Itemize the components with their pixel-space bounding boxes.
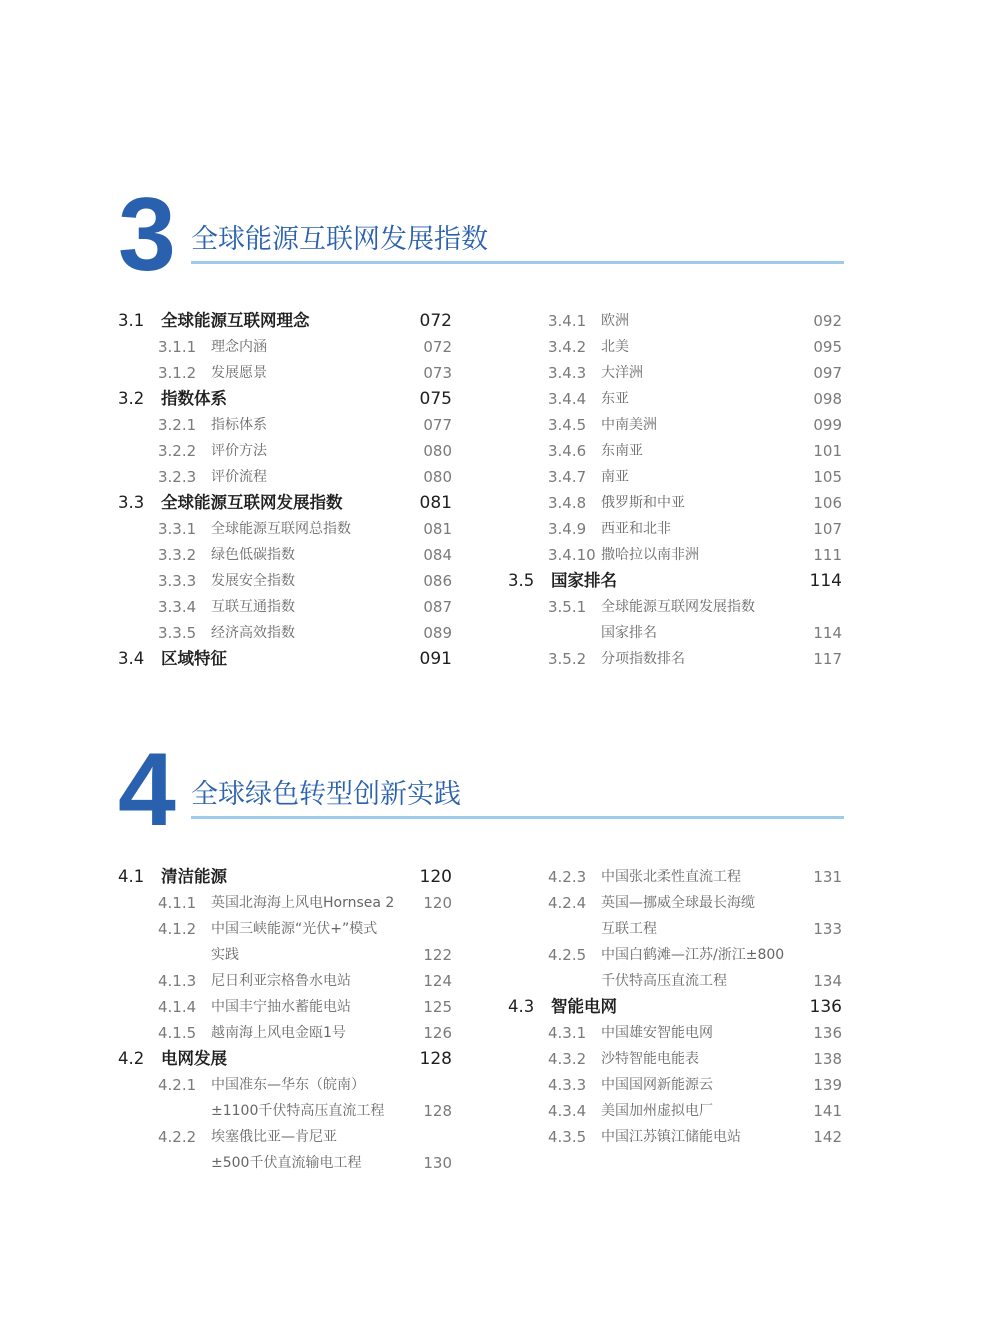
entry-page-number: 136 bbox=[813, 1024, 842, 1042]
chapter-title: 全球绿色转型创新实践 bbox=[191, 779, 461, 810]
entry-page-number: 114 bbox=[809, 571, 842, 591]
entry-title: 英国北海海上风电Hornsea 2 bbox=[211, 895, 395, 911]
entry-number: 3.2 bbox=[118, 389, 145, 408]
entry-title: 东南亚 bbox=[601, 443, 643, 459]
entry-page-number: 086 bbox=[423, 572, 452, 590]
entry-title: 中国江苏镇江储能电站 bbox=[601, 1129, 741, 1145]
entry-page-number: 134 bbox=[813, 972, 842, 990]
entry-title: 全球能源互联网理念 bbox=[161, 311, 310, 330]
title-underline bbox=[191, 261, 844, 264]
entry-title: 中国丰宁抽水蓄能电站 bbox=[211, 999, 351, 1015]
entry-title: 评价流程 bbox=[211, 469, 267, 485]
entry-page-number: 073 bbox=[423, 364, 452, 382]
entry-number: 3.2.1 bbox=[158, 416, 197, 434]
entry-number: 3.5 bbox=[508, 571, 535, 590]
entry-title: 区域特征 bbox=[161, 649, 227, 668]
entry-page-number: 072 bbox=[423, 338, 452, 356]
entry-number: 4.1.3 bbox=[158, 972, 197, 990]
entry-number: 3.4.4 bbox=[548, 390, 587, 408]
title-underline bbox=[191, 816, 844, 819]
entry-number: 3.4.6 bbox=[548, 442, 587, 460]
entry-number: 3.3.4 bbox=[158, 598, 197, 616]
entry-page-number: 091 bbox=[419, 649, 452, 669]
entry-title: 理念内涵 bbox=[211, 339, 267, 355]
entry-title: 中国张北柔性直流工程 bbox=[601, 869, 741, 885]
entry-number: 4.3.4 bbox=[548, 1102, 587, 1120]
entry-page-number: 101 bbox=[813, 442, 842, 460]
entry-page-number: 124 bbox=[423, 972, 452, 990]
entry-title: 全球能源互联网总指数 bbox=[211, 521, 351, 537]
entry-title: 评价方法 bbox=[211, 443, 267, 459]
entry-number: 3.4.10 bbox=[548, 546, 596, 564]
entry-title: 英国—挪威全球最长海缆 bbox=[601, 895, 755, 911]
entry-title: 国家排名 bbox=[601, 625, 657, 641]
entry-page-number: 080 bbox=[423, 468, 452, 486]
entry-title: 中国准东—华东（皖南） bbox=[211, 1077, 365, 1093]
entry-title: 南亚 bbox=[601, 469, 629, 485]
entry-number: 4.2.5 bbox=[548, 946, 587, 964]
entry-number: 4.1 bbox=[118, 867, 145, 886]
entry-number: 4.2.1 bbox=[158, 1076, 197, 1094]
entry-title: 发展愿景 bbox=[211, 365, 267, 381]
entry-page-number: 128 bbox=[419, 1049, 452, 1069]
entry-number: 4.1.1 bbox=[158, 894, 197, 912]
entry-title: 美国加州虚拟电厂 bbox=[601, 1103, 713, 1119]
entry-title: 东亚 bbox=[601, 391, 629, 407]
entry-page-number: 138 bbox=[813, 1050, 842, 1068]
entry-title: ±1100千伏特高压直流工程 bbox=[211, 1103, 385, 1119]
entry-title: 绿色低碳指数 bbox=[211, 547, 295, 563]
entry-number: 3.4.3 bbox=[548, 364, 587, 382]
entry-title: 互联工程 bbox=[601, 921, 657, 937]
entry-number: 3.4 bbox=[118, 649, 145, 668]
entry-page-number: 141 bbox=[813, 1102, 842, 1120]
entry-title: 大洋洲 bbox=[601, 365, 643, 381]
entry-number: 3.4.1 bbox=[548, 312, 587, 330]
entry-page-number: 122 bbox=[423, 946, 452, 964]
entry-page-number: 089 bbox=[423, 624, 452, 642]
entry-number: 3.4.8 bbox=[548, 494, 587, 512]
entry-page-number: 099 bbox=[813, 416, 842, 434]
entry-page-number: 095 bbox=[813, 338, 842, 356]
entry-number: 4.1.2 bbox=[158, 920, 197, 938]
entry-number: 4.3.5 bbox=[548, 1128, 587, 1146]
entry-title: ±500千伏直流输电工程 bbox=[211, 1155, 362, 1171]
toc-column-ch3-left bbox=[118, 308, 454, 678]
entry-title: 分项指数排名 bbox=[601, 651, 685, 667]
entry-page-number: 142 bbox=[813, 1128, 842, 1146]
entry-title: 实践 bbox=[211, 947, 239, 963]
entry-title: 电网发展 bbox=[161, 1049, 227, 1068]
entry-number: 3.1 bbox=[118, 311, 145, 330]
entry-title: 互联互通指数 bbox=[211, 599, 295, 615]
entry-page-number: 136 bbox=[809, 997, 842, 1017]
entry-number: 3.3 bbox=[118, 493, 145, 512]
entry-title: 北美 bbox=[601, 339, 629, 355]
chapter-number: 4 bbox=[118, 732, 174, 848]
entry-page-number: 128 bbox=[423, 1102, 452, 1120]
chapter-number: 3 bbox=[118, 177, 174, 293]
entry-number: 3.4.5 bbox=[548, 416, 587, 434]
entry-page-number: 081 bbox=[419, 493, 452, 513]
entry-title: 全球能源互联网发展指数 bbox=[161, 493, 343, 512]
entry-page-number: 107 bbox=[813, 520, 842, 538]
entry-number: 4.2.4 bbox=[548, 894, 587, 912]
entry-title: 经济高效指数 bbox=[211, 625, 295, 641]
entry-title: 千伏特高压直流工程 bbox=[601, 973, 727, 989]
entry-title: 尼日利亚宗格鲁水电站 bbox=[211, 973, 351, 989]
toc-column-ch4-right bbox=[508, 864, 844, 1184]
entry-number: 4.3.1 bbox=[548, 1024, 587, 1042]
entry-number: 3.3.3 bbox=[158, 572, 197, 590]
entry-title: 智能电网 bbox=[551, 997, 617, 1016]
entry-number: 3.3.1 bbox=[158, 520, 197, 538]
entry-title: 指标体系 bbox=[211, 417, 267, 433]
entry-number: 4.2.3 bbox=[548, 868, 587, 886]
entry-title: 越南海上风电金瓯1号 bbox=[211, 1025, 346, 1041]
entry-page-number: 139 bbox=[813, 1076, 842, 1094]
entry-page-number: 125 bbox=[423, 998, 452, 1016]
entry-page-number: 072 bbox=[419, 311, 452, 331]
entry-title: 中国雄安智能电网 bbox=[601, 1025, 713, 1041]
entry-page-number: 126 bbox=[423, 1024, 452, 1042]
entry-title: 指数体系 bbox=[161, 389, 227, 408]
entry-page-number: 077 bbox=[423, 416, 452, 434]
entry-number: 4.3 bbox=[508, 997, 535, 1016]
entry-title: 全球能源互联网发展指数 bbox=[601, 599, 755, 615]
entry-page-number: 133 bbox=[813, 920, 842, 938]
entry-page-number: 131 bbox=[813, 868, 842, 886]
entry-number: 3.2.2 bbox=[158, 442, 197, 460]
entry-page-number: 114 bbox=[813, 624, 842, 642]
entry-page-number: 130 bbox=[423, 1154, 452, 1172]
entry-title: 撒哈拉以南非洲 bbox=[601, 547, 699, 563]
entry-number: 3.4.2 bbox=[548, 338, 587, 356]
entry-page-number: 097 bbox=[813, 364, 842, 382]
entry-title: 俄罗斯和中亚 bbox=[601, 495, 685, 511]
entry-page-number: 080 bbox=[423, 442, 452, 460]
toc-column-ch4-left bbox=[118, 864, 454, 1184]
entry-page-number: 117 bbox=[813, 650, 842, 668]
entry-number: 4.2 bbox=[118, 1049, 145, 1068]
entry-title: 中南美洲 bbox=[601, 417, 657, 433]
entry-page-number: 084 bbox=[423, 546, 452, 564]
entry-number: 4.3.3 bbox=[548, 1076, 587, 1094]
entry-number: 4.1.4 bbox=[158, 998, 197, 1016]
entry-title: 清洁能源 bbox=[161, 867, 227, 886]
entry-title: 中国白鹤滩—江苏/浙江±800 bbox=[601, 947, 785, 963]
entry-page-number: 081 bbox=[423, 520, 452, 538]
entry-page-number: 111 bbox=[813, 546, 842, 564]
entry-number: 3.4.7 bbox=[548, 468, 587, 486]
entry-page-number: 105 bbox=[813, 468, 842, 486]
entry-number: 3.1.1 bbox=[158, 338, 197, 356]
entry-title: 西亚和北非 bbox=[601, 521, 671, 537]
toc-column-ch3-right bbox=[508, 308, 844, 678]
entry-page-number: 098 bbox=[813, 390, 842, 408]
entry-number: 3.3.2 bbox=[158, 546, 197, 564]
entry-page-number: 106 bbox=[813, 494, 842, 512]
entry-number: 3.3.5 bbox=[158, 624, 197, 642]
entry-number: 4.2.2 bbox=[158, 1128, 197, 1146]
entry-number: 3.5.2 bbox=[548, 650, 587, 668]
entry-title: 国家排名 bbox=[551, 571, 617, 590]
entry-page-number: 120 bbox=[419, 867, 452, 887]
entry-number: 4.3.2 bbox=[548, 1050, 587, 1068]
entry-number: 3.5.1 bbox=[548, 598, 587, 616]
entry-title: 欧洲 bbox=[601, 313, 629, 329]
entry-title: 发展安全指数 bbox=[211, 573, 295, 589]
chapter-title: 全球能源互联网发展指数 bbox=[191, 224, 488, 255]
entry-title: 中国三峡能源“光伏+”模式 bbox=[211, 921, 378, 937]
entry-page-number: 120 bbox=[423, 894, 452, 912]
entry-page-number: 092 bbox=[813, 312, 842, 330]
entry-page-number: 075 bbox=[419, 389, 452, 409]
entry-number: 4.1.5 bbox=[158, 1024, 197, 1042]
entry-page-number: 087 bbox=[423, 598, 452, 616]
entry-title: 埃塞俄比亚—肯尼亚 bbox=[211, 1129, 337, 1145]
entry-title: 沙特智能电能表 bbox=[601, 1051, 699, 1067]
entry-number: 3.4.9 bbox=[548, 520, 587, 538]
entry-title: 中国国网新能源云 bbox=[601, 1077, 713, 1093]
entry-number: 3.2.3 bbox=[158, 468, 197, 486]
entry-number: 3.1.2 bbox=[158, 364, 197, 382]
